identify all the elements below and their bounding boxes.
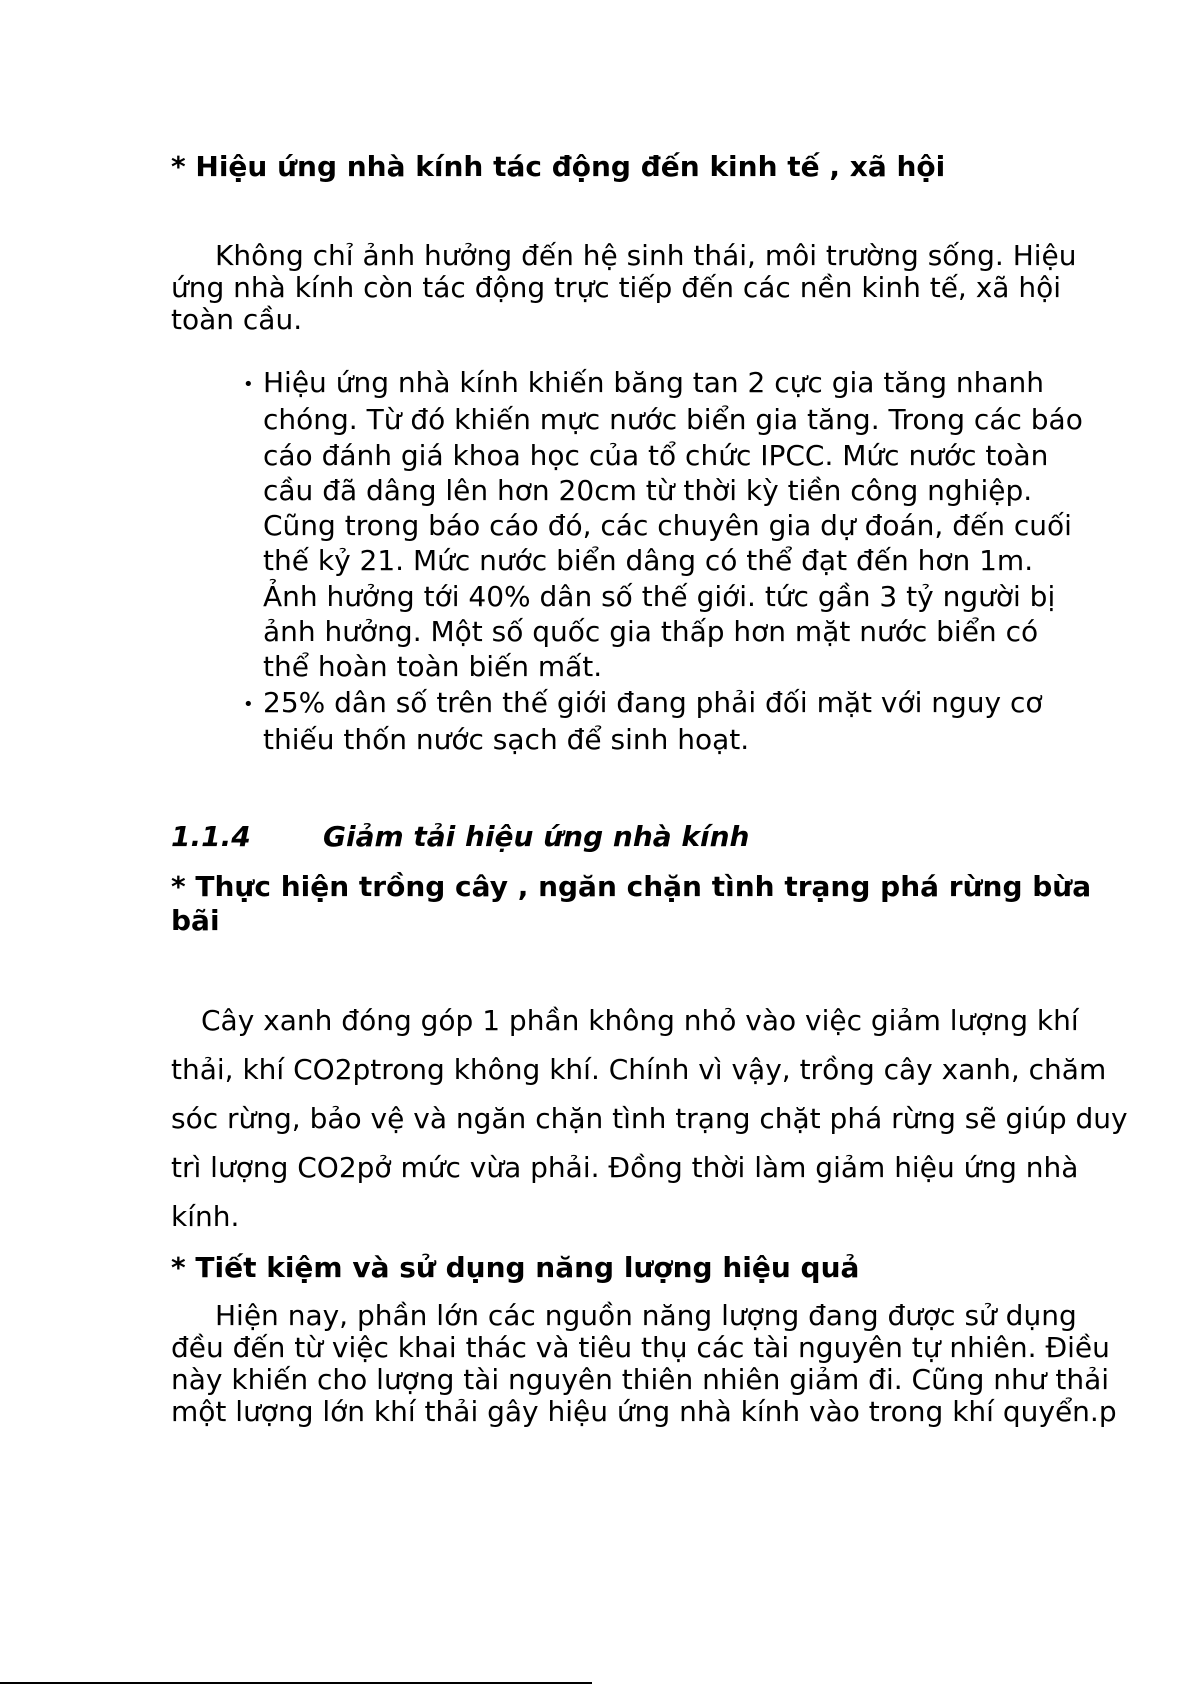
list-item-text: 25% dân số trên thế giới đang phải đối mặt với nguy cơ thiếu thốn nước sạch để sinh hoạt.	[263, 685, 1043, 756]
list-item	[243, 365, 1083, 685]
list-item	[243, 685, 1083, 758]
heading-plant-trees: * Thực hiện trồng cây , ngăn chặn tình trạng phá rừng bừa bãi	[171, 870, 1092, 937]
intro-paragraph: Không chỉ ảnh hưởng đến hệ sinh thái, môi trường sống. Hiệu ứng nhà kính còn tác động trực tiếp đến các nền kinh tế, xã hội toàn cầu.	[171, 239, 1077, 336]
section-title-text: Giảm tải hiệu ứng nhà kính	[323, 820, 750, 853]
section-number: 1.1.4	[171, 820, 251, 853]
list-item-text: Hiệu ứng nhà kính khiến băng tan 2 cực gia tăng nhanh chóng. Từ đó khiến mực nước biển gia tăng. Trong các báo cáo đánh giá khoa học của tổ chức IPCC. Mức nước toàn cầu đã dâng lên hơn 20cm từ thời kỳ tiền công nghiệp. Cũng trong báo cáo đó, các chuyên gia dự đoán, đến cuối thế kỷ 21. Mức nước biển dâng có thể đạt đến hơn 1m. Ảnh hưởng tới 40% dân số thế giới. tức gần 3 tỷ người bị ảnh hưởng. Một số quốc gia thấp hơn mặt nước biển có thể hoàn toàn biến mất.	[263, 366, 1083, 684]
heading-economy-impact: * Hiệu ứng nhà kính tác động đến kinh tế , xã hội	[171, 150, 946, 183]
footer-divider	[0, 1682, 592, 1684]
section-heading	[171, 820, 749, 854]
impact-bullet-list	[223, 365, 1083, 757]
energy-paragraph: Hiện nay, phần lớn các nguồn năng lượng đang được sử dụng đều đến từ việc khai thác và tiêu thụ các tài nguyên tự nhiên. Điều này khiến cho lượng tài nguyên thiên nhiên giảm đi. Cũng như thải một lượng lớn khí thải gây hiệu ứng nhà kính vào trong khí quyển.p	[171, 1299, 1117, 1428]
heading-save-energy: * Tiết kiệm và sử dụng năng lượng hiệu quả	[171, 1251, 860, 1284]
bullet-icon: •	[243, 374, 254, 395]
bullet-icon: •	[243, 693, 254, 715]
trees-paragraph: Cây xanh đóng góp 1 phần không nhỏ vào việc giảm lượng khí thải, khí CO2ptrong không khí. Chính vì vậy, trồng cây xanh, chăm sóc rừng, bảo vệ và ngăn chặn tình trạng chặt phá rừng sẽ giúp duy trì lượng CO2pở mức vừa phải. Đồng thời làm giảm hiệu ứng nhà kính.	[171, 1004, 1128, 1233]
